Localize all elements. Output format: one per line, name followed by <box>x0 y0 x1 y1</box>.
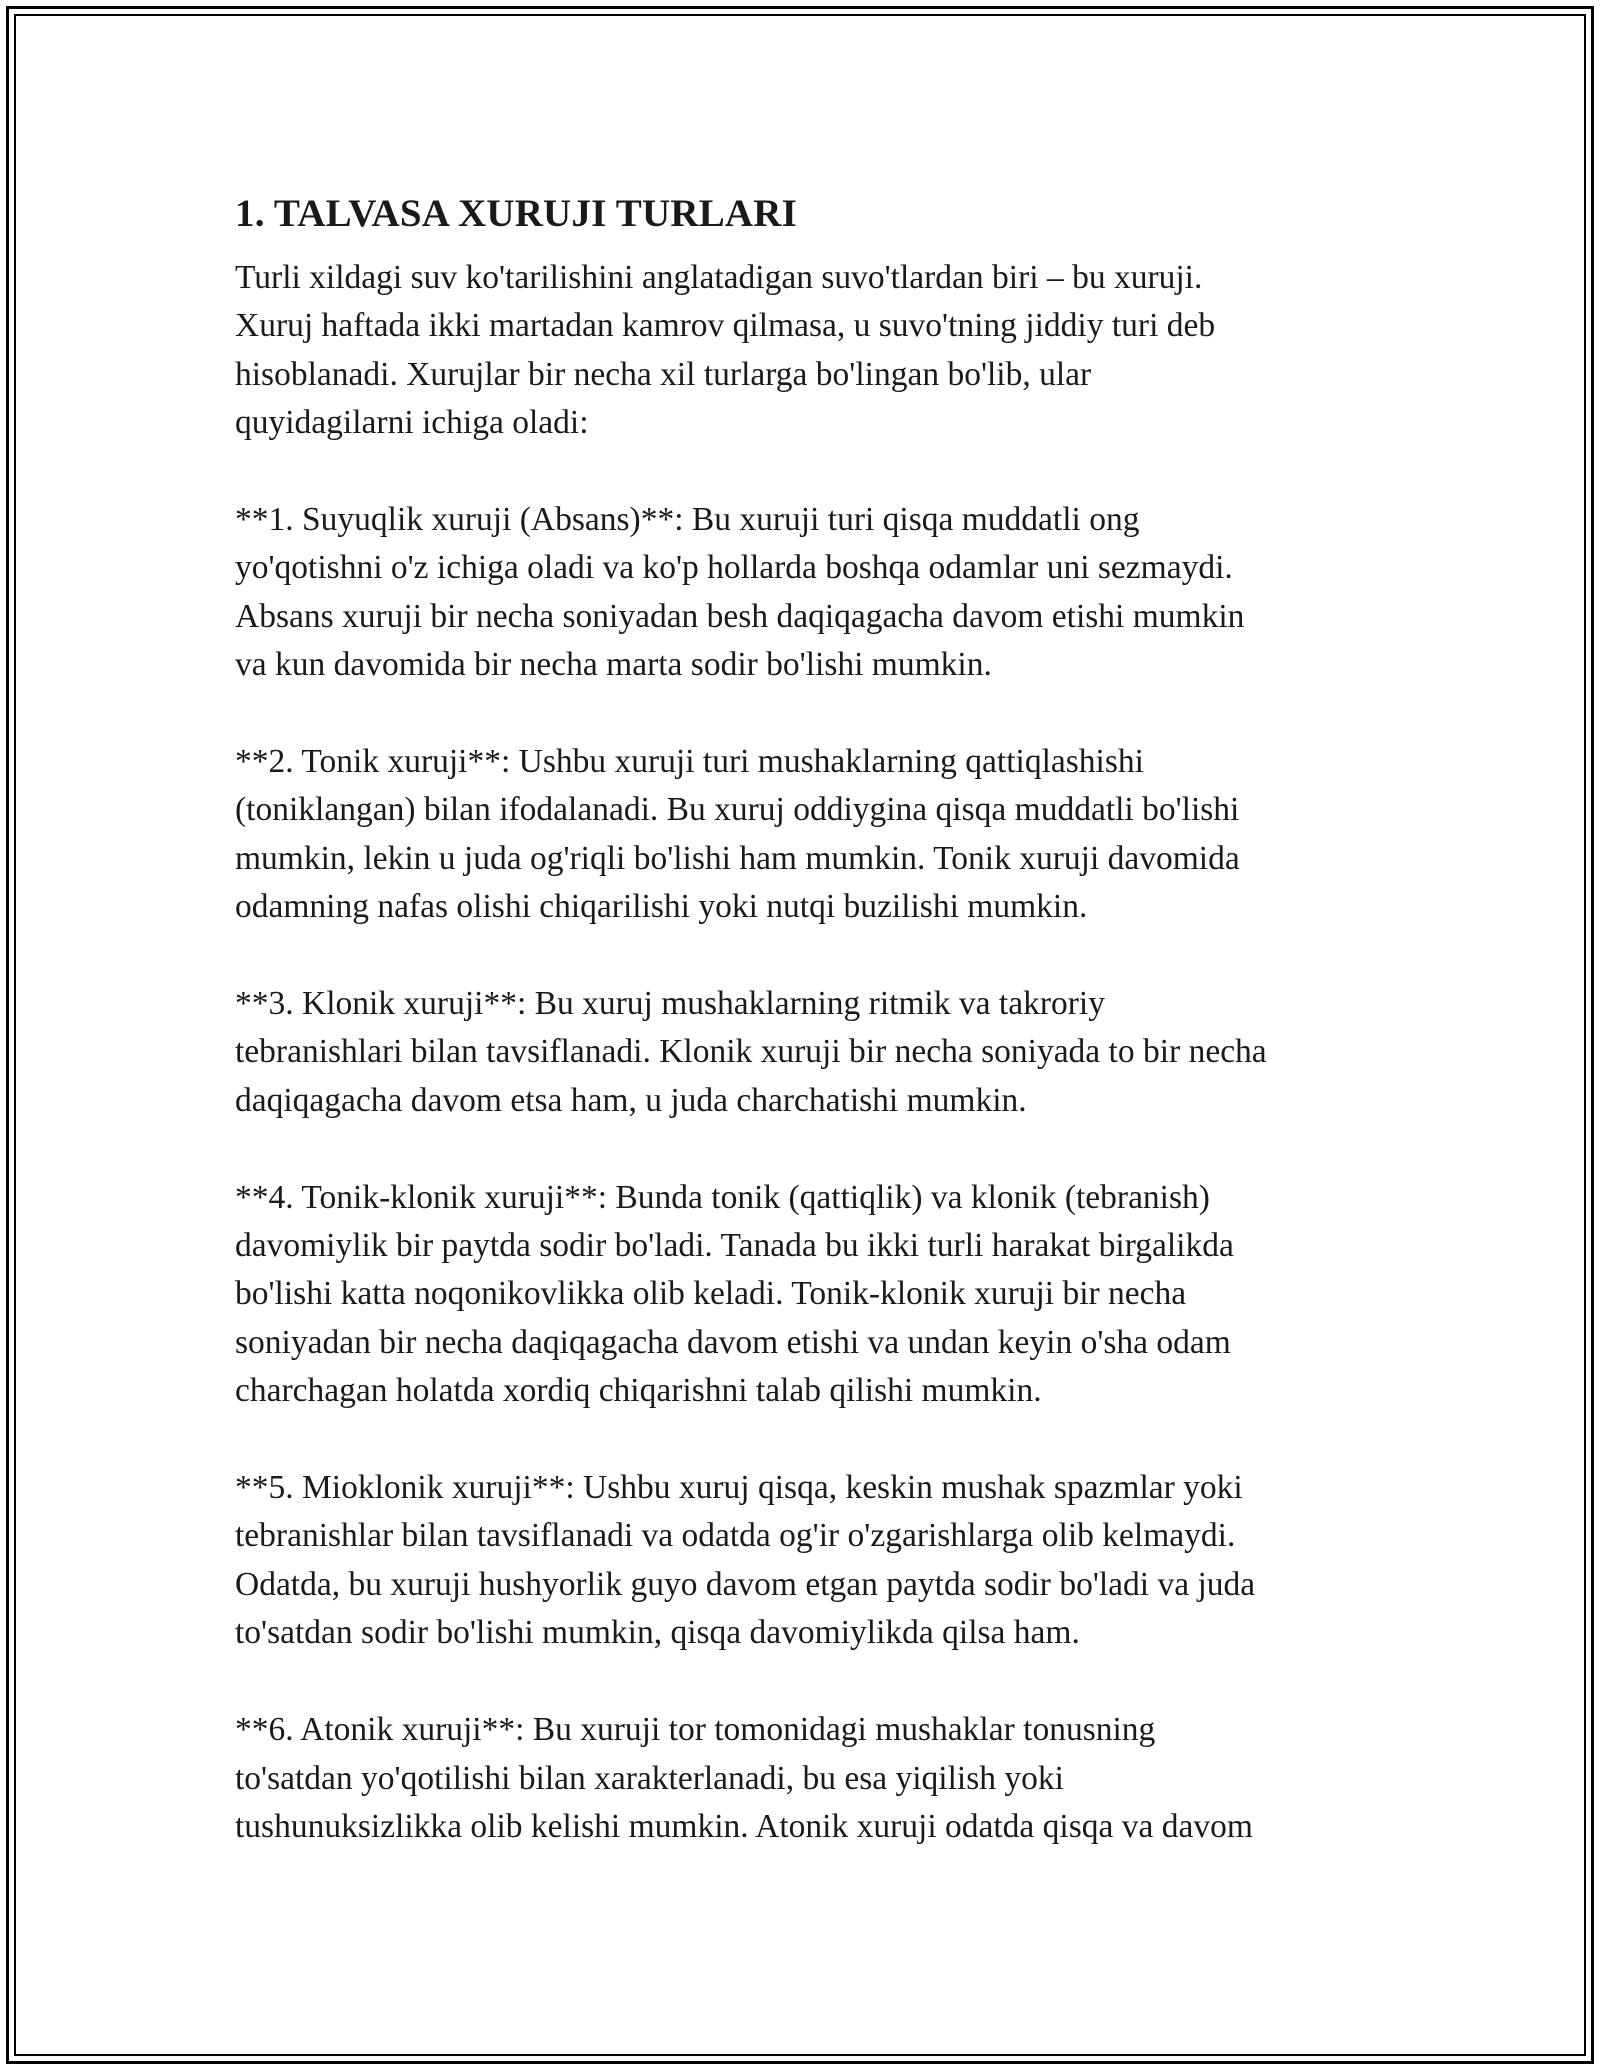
klonik-paragraph <box>235 980 1370 1125</box>
text-line: Turli xildagi suv ko'tarilishini anglatadigan suvo'tlardan biri – bu xuruji. <box>235 259 1203 296</box>
text-line: mumkin, lekin u juda og'riqli bo'lishi ham mumkin. Tonik xuruji davomida <box>235 839 1240 877</box>
text-line: **3. Klonik xuruji**: Bu xuruj mushaklarning ritmik va takroriy <box>235 985 1105 1023</box>
text-line: quyidagilarni ichiga oladi: <box>235 404 589 442</box>
text-line: soniyadan bir necha daqiqagacha davom etishi va undan keyin o'sha odam <box>235 1323 1231 1361</box>
text-line: to'satdan sodir bo'lishi mumkin, qisqa davomiylikda qilsa ham. <box>235 1614 1080 1652</box>
section-heading: 1. TALVASA XURUJI TURLARI <box>235 192 798 235</box>
text-line: va kun davomida bir necha marta sodir bo'lishi mumkin. <box>235 646 992 684</box>
text-line: Absans xuruji bir necha soniyadan besh daqiqagacha davom etishi mumkin <box>235 597 1245 635</box>
document-page <box>235 182 1370 1900</box>
text-line: **1. Suyuqlik xuruji (Absans)**: Bu xuruji turi qisqa muddatli ong <box>235 501 1140 539</box>
text-line: charchagan holatda xordiq chiqarishni talab qilishi mumkin. <box>235 1372 1042 1410</box>
text-line: yo'qotishni o'z ichiga oladi va ko'p hollarda boshqa odamlar uni sezmaydi. <box>235 549 1233 587</box>
text-line: **5. Mioklonik xuruji**: Ushbu xuruj qisqa, keskin mushak spazmlar yoki <box>235 1469 1243 1507</box>
text-line: odamning nafas olishi chiqarilishi yoki nutqi buzilishi mumkin. <box>235 888 1088 926</box>
text-line: **4. Tonik-klonik xuruji**: Bunda tonik (qattiqlik) va klonik (tebranish) <box>235 1178 1210 1216</box>
intro-paragraph <box>235 254 1370 448</box>
atonik-paragraph <box>235 1706 1370 1851</box>
text-line: Xuruj haftada ikki martadan kamrov qilmasa, u suvo'tning jiddiy turi deb <box>235 307 1216 345</box>
text-line: to'satdan yo'qotilishi bilan xarakterlanadi, bu esa yiqilish yoki <box>235 1759 1064 1797</box>
text-line: tebranishlari bilan tavsiflanadi. Klonik xuruji bir necha soniyada to bir necha <box>235 1033 1267 1071</box>
text-line: tebranishlar bilan tavsiflanadi va odatda og'ir o'zgarishlarga olib kelmaydi. <box>235 1517 1236 1555</box>
tonik-paragraph <box>235 738 1370 932</box>
mioklonik-paragraph <box>235 1464 1370 1658</box>
absans-paragraph <box>235 496 1370 690</box>
text-line: bo'lishi katta noqonikovlikka olib keladi. Tonik-klonik xuruji bir necha <box>235 1275 1187 1313</box>
text-line: **2. Tonik xuruji**: Ushbu xuruji turi mushaklarning qattiqlashishi <box>235 743 1144 781</box>
text-line: (toniklangan) bilan ifodalanadi. Bu xuruj oddiygina qisqa muddatli bo'lishi <box>235 791 1240 829</box>
text-line: tushunuksizlikka olib kelishi mumkin. Atonik xuruji odatda qisqa va davom <box>235 1807 1253 1845</box>
tonik-klonik-paragraph <box>235 1174 1370 1416</box>
text-line: hisoblanadi. Xurujlar bir necha xil turlarga bo'lingan bo'lib, ular <box>235 355 1092 393</box>
text-line: davomiylik bir paytda sodir bo'ladi. Tanada bu ikki turli harakat birgalikda <box>235 1227 1234 1265</box>
text-line: daqiqagacha davom etsa ham, u juda charchatishi mumkin. <box>235 1081 1027 1119</box>
text-line: **6. Atonik xuruji**: Bu xuruji tor tomonidagi mushaklar tonusning <box>235 1711 1156 1749</box>
text-line: Odatda, bu xuruji hushyorlik guyo davom etgan paytda sodir bo'ladi va juda <box>235 1565 1256 1603</box>
